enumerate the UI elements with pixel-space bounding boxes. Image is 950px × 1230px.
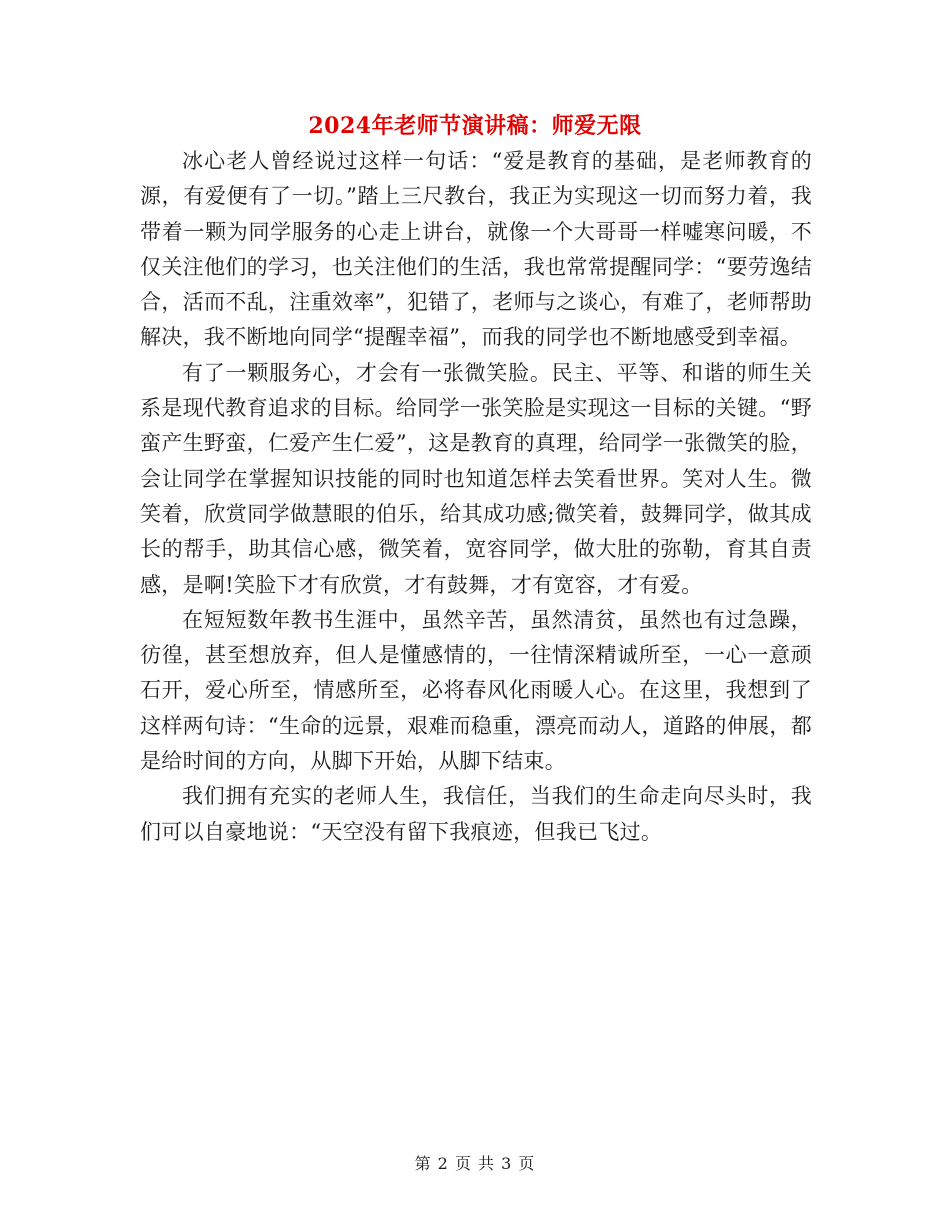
document-body <box>140 144 812 850</box>
paragraph-3: 在短短数年教书生涯中，虽然辛苦，虽然清贫，虽然也有过急躁，彷徨，甚至想放弃，但人是懂感情的，一往情深精诚所至，一心一意顽石开，爱心所至，情感所至，必将春风化雨暖人心。在这里，我想到了这样两句诗：“生命的远景，艰难而稳重，漂亮而动人，道路的伸展，都是给时间的方向，从脚下开始，从脚下结束。 <box>140 607 812 774</box>
paragraph-2: 有了一颗服务心，才会有一张微笑脸。民主、平等、和谐的师生关系是现代教育追求的目标。给同学一张笑脸是实现这一目标的关键。“野蛮产生野蛮，仁爱产生仁爱”，这是教育的真理，给同学一张微笑的脸，会让同学在掌握知识技能的同时也知道怎样去笑看世界。笑对人生。微笑着，欣赏同学做慧眼的伯乐，给其成功感;微笑着，鼓舞同学，做其成长的帮手，助其信心感，微笑着，宽容同学，做大肚的弥勒，育其自责感，是啊!笑脸下才有欣赏，才有鼓舞，才有宽容，才有爱。 <box>140 360 812 597</box>
document-title: 2024年老师节演讲稿：师爱无限 <box>308 113 642 139</box>
paragraph-1: 冰心老人曾经说过这样一句话：“爱是教育的基础，是老师教育的源，有爱便有了一切。”踏上三尺教台，我正为实现这一切而努力着，我带着一颗为同学服务的心走上讲台，就像一个大哥哥一样嘘寒问暖，不仅关注他们的学习，也关注他们的生活，我也常常提醒同学：“要劳逸结合，活而不乱，注重效率”，犯错了，老师与之谈心，有难了，老师帮助解决，我不断地向同学“提醒幸福”，而我的同学也不断地感受到幸福。 <box>140 149 812 350</box>
page-number-footer: 第 2 页 共 3 页 <box>414 1154 536 1173</box>
paragraph-4: 我们拥有充实的老师人生，我信任，当我们的生命走向尽头时，我们可以自豪地说：“天空没有留下我痕迹，但我已飞过。 <box>140 784 812 844</box>
